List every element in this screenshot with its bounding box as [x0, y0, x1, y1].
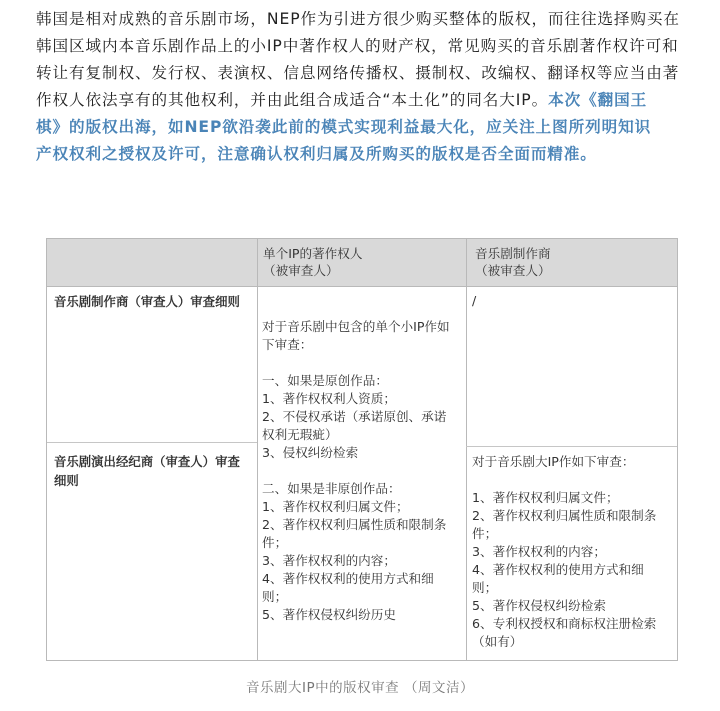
- row1-label: 音乐剧制作商（审查人）审查细则: [54, 294, 240, 309]
- row2-col3-line: 对于音乐剧大IP作如下审查：: [472, 454, 635, 469]
- merged-col2-line: 5、著作权侵权纠纷历史: [262, 607, 396, 622]
- row2-col3-line: 5、著作权侵权纠纷检索: [472, 598, 606, 613]
- merged-col2-line: 1、著作权权利归属文件；: [262, 499, 409, 514]
- row2-col3-line: 件；: [472, 526, 498, 541]
- merged-col2-line: 3、著作权权利的内容；: [262, 553, 396, 568]
- row2-col3-line: 6、专利权授权和商标权注册检索: [472, 616, 657, 631]
- merged-col2-line: 4、著作权权利的使用方式和细: [262, 571, 434, 586]
- article-line-6-highlight: 产权权利之授权及许可，注意确认权利归属及所购买的版权是否全面而精准。: [36, 145, 597, 163]
- article-paragraph: [36, 6, 688, 168]
- merged-col2-line: 则；: [262, 589, 288, 604]
- merged-col2-line: 件；: [262, 535, 288, 550]
- row1-col3-value: /: [472, 293, 477, 308]
- header-col2-line-1: 单个IP的著作权人: [263, 246, 363, 261]
- header-col3-line-2: （被审查人）: [475, 263, 551, 278]
- row2-label: [54, 452, 240, 490]
- merged-col2-line: 2、不侵权承诺（承诺原创、承诺: [262, 409, 447, 424]
- merged-col2-line: 3、侵权纠纷检索: [262, 445, 359, 460]
- row2-col3-line: [472, 471, 656, 489]
- merged-col2-line: [262, 354, 450, 372]
- article-line-4-highlight: 本次《翻国王: [548, 91, 648, 109]
- row-divider-col1: [47, 442, 257, 443]
- header-col2-line-2: （被审查人）: [263, 263, 339, 278]
- header-col3: [475, 245, 551, 279]
- row-divider-col3: [466, 446, 677, 447]
- row2-col3-line: 则；: [472, 580, 498, 595]
- row2-col3-line: 4、著作权权利的使用方式和细: [472, 562, 644, 577]
- article-line-4-plain: 作权人依法享有的其他权利，并由此组合成适合“本土化”的同名大IP。: [36, 91, 549, 109]
- merged-col2-line: 2、著作权权利归属性质和限制条: [262, 517, 447, 532]
- article-line-3: 转让有复制权、发行权、表演权、信息网络传播权、摄制权、改编权、翻译权等应当由著: [36, 64, 680, 82]
- column-divider-1: [257, 239, 258, 660]
- row2-col3-line: 1、著作权权利归属文件；: [472, 490, 619, 505]
- row2-col3-line: 2、著作权权利归属性质和限制条: [472, 508, 657, 523]
- merged-col2-line: 权利无瑕疵）: [262, 427, 338, 442]
- row2-col3-line: 3、著作权权利的内容；: [472, 544, 606, 559]
- merged-col2-content: [262, 318, 450, 624]
- article-line-1: 韩国是相对成熟的音乐剧市场，NEP作为引进方很少购买整体的版权，而往往选择购买在: [36, 10, 680, 28]
- merged-col2-line: 1、著作权权利人资质；: [262, 391, 396, 406]
- copyright-review-table: [46, 238, 678, 661]
- article-line-4: [36, 87, 688, 114]
- header-col2: [263, 245, 362, 279]
- merged-col2-line: 一、如果是原创作品：: [262, 373, 388, 388]
- row2-label-line-1: 音乐剧演出经纪商（审查人）审查: [54, 454, 240, 469]
- row2-col3-line: （如有）: [472, 634, 523, 649]
- column-divider-2: [466, 239, 467, 660]
- row2-col3-content: [472, 453, 656, 651]
- merged-col2-line: 下审查：: [262, 337, 313, 352]
- article-line-5-highlight: 棋》的版权出海，如NEP欲沿袭此前的模式实现利益最大化，应关注上图所列明知识: [36, 118, 652, 136]
- merged-col2-line: 对于音乐剧中包含的单个小IP作如: [262, 319, 450, 334]
- article-line-2: 韩国区域内本音乐剧作品上的小IP中著作权人的财产权，常见购买的音乐剧著作权许可和: [36, 37, 679, 55]
- table-caption: 音乐剧大IP中的版权审查 （周文洁）: [246, 680, 474, 696]
- header-col3-line-1: 音乐剧制作商: [475, 246, 551, 261]
- row2-label-line-2: 细则: [54, 473, 79, 488]
- merged-col2-line: [262, 462, 450, 480]
- merged-col2-line: 二、如果是非原创作品：: [262, 481, 401, 496]
